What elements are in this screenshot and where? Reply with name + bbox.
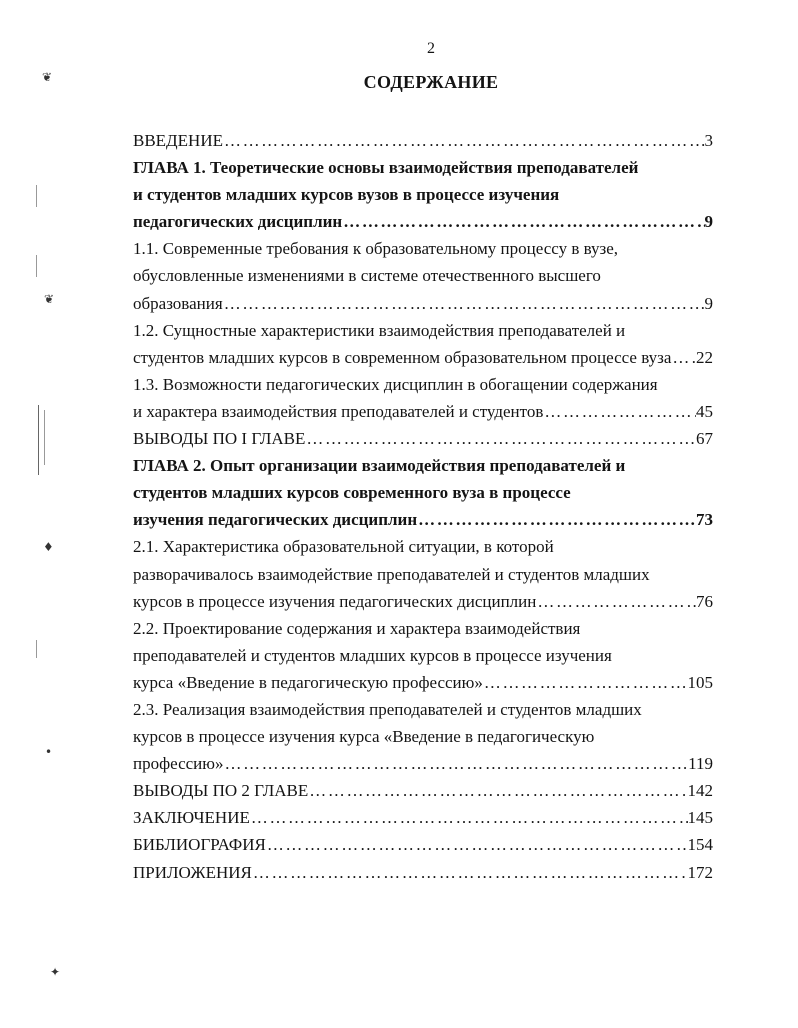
dot-leader [305, 425, 696, 452]
toc-line [133, 425, 713, 452]
toc-line [133, 290, 713, 317]
scan-line [38, 405, 39, 475]
toc-line [133, 479, 713, 506]
toc-line-text: педагогических дисциплин [133, 212, 343, 232]
toc-line-text: 2.1. Характеристика образовательной ситуации, в которой [133, 537, 554, 557]
dot-leader [308, 777, 687, 804]
dot-leader [223, 750, 688, 777]
dot-leader [342, 208, 704, 235]
toc-line [133, 344, 713, 371]
toc-line [133, 777, 713, 804]
toc-page-number: 45 [696, 401, 713, 421]
toc-page-number: 172 [687, 862, 713, 882]
toc-line-text: студентов младших курсов в современном образовательном процессе вуза [133, 347, 672, 367]
toc-line-text: изучения педагогических дисциплин [133, 510, 418, 530]
toc-line [133, 208, 713, 235]
dot-leader [536, 588, 696, 615]
toc-line [133, 588, 713, 615]
dot-leader [483, 669, 688, 696]
toc-line-text: 2.3. Реализация взаимодействия преподавателей и студентов младших [133, 699, 642, 719]
toc-line-text: 1.3. Возможности педагогических дисциплин в обогащении содержания [133, 374, 658, 394]
toc-line [133, 561, 713, 588]
toc-page-number: 9 [704, 293, 713, 313]
toc-line-text: ВЫВОДЫ ПО 2 ГЛАВЕ [133, 781, 309, 801]
dot-leader [223, 290, 705, 317]
toc-page-number: 154 [687, 835, 713, 855]
dot-leader [266, 831, 688, 858]
toc-line [133, 696, 713, 723]
toc-page-number: 3 [704, 131, 713, 150]
toc-page-number: 105 [687, 672, 713, 692]
toc-line [133, 398, 713, 425]
toc-page-number: 145 [687, 808, 713, 828]
toc-line [133, 831, 713, 858]
toc-line [133, 371, 713, 398]
toc-line-text: профессию» [133, 754, 224, 774]
toc-line-text: курсов в процессе изучения педагогических дисциплин [133, 591, 537, 611]
toc-page-number: 73 [696, 510, 713, 530]
toc-page-number: 9 [704, 212, 713, 232]
dot-leader [671, 344, 696, 371]
scan-mark: ♦ [43, 540, 54, 554]
toc-page-number: 142 [687, 781, 713, 801]
toc-page-number: 76 [696, 591, 713, 611]
scan-mark: ❦ [44, 292, 55, 306]
toc-line [133, 154, 713, 181]
toc-line-text: ВЫВОДЫ ПО I ГЛАВЕ [133, 429, 306, 449]
toc-line [133, 452, 713, 479]
scan-line [44, 410, 45, 465]
toc-line-text: и характера взаимодействия преподавателей и студентов [133, 401, 544, 421]
toc-line [133, 181, 713, 208]
toc-line-text: 1.2. Сущностные характеристики взаимодействия преподавателей и [133, 320, 626, 340]
page-title: СОДЕРЖАНИЕ [363, 72, 499, 92]
toc-line [133, 804, 713, 831]
dot-leader [250, 804, 688, 831]
scan-mark: ❦ [42, 70, 53, 84]
toc-line [133, 723, 713, 750]
toc-page-number: 22 [696, 347, 713, 367]
toc-line [133, 669, 713, 696]
dot-leader [543, 398, 696, 425]
page-number: 2 [427, 40, 435, 57]
toc-line [133, 235, 713, 262]
toc-line [133, 317, 713, 344]
toc-line [133, 533, 713, 560]
toc-line-text: ЗАКЛЮЧЕНИЕ [133, 808, 250, 828]
toc-line-text: ПРИЛОЖЕНИЯ [133, 862, 252, 882]
toc-line [133, 506, 713, 533]
toc-line-text: курса «Введение в педагогическую профессию» [133, 672, 483, 692]
scan-line [36, 185, 37, 207]
toc-line-text: обусловленные изменениями в системе отечественного высшего [133, 266, 601, 286]
toc-line-text: и студентов младших курсов вузов в процессе изучения [133, 185, 560, 205]
table-of-contents [133, 127, 713, 886]
toc-line-text: ВВЕДЕНИЕ [133, 131, 223, 150]
toc-line-text: ГЛАВА 1. Теоретические основы взаимодействия преподавателей [133, 158, 639, 178]
scan-mark: ✦ [50, 965, 61, 979]
toc-line-text: преподавателей и студентов младших курсов в процессе изучения [133, 645, 612, 665]
toc-line-text: студентов младших курсов современного вуза в процессе [133, 483, 571, 503]
scan-line [36, 640, 37, 658]
dot-leader [417, 506, 696, 533]
scan-mark: • [45, 745, 53, 759]
toc-line [133, 615, 713, 642]
toc-line-text: разворачивалось взаимодействие преподавателей и студентов младших [133, 564, 650, 584]
toc-page-number: 67 [696, 429, 713, 449]
toc-line-text: ГЛАВА 2. Опыт организации взаимодействия преподавателей и [133, 456, 626, 476]
toc-line [133, 127, 713, 154]
dot-leader [252, 859, 688, 886]
toc-line-text: БИБЛИОГРАФИЯ [133, 835, 266, 855]
toc-line-text: образования [133, 293, 223, 313]
toc-line-text: 2.2. Проектирование содержания и характера взаимодействия [133, 618, 581, 638]
toc-line [133, 750, 713, 777]
toc-line-text: 1.1. Современные требования к образовательному процессу в вузе, [133, 239, 619, 259]
toc-line [133, 642, 713, 669]
dot-leader [223, 127, 705, 154]
toc-line [133, 262, 713, 289]
toc-line-text: курсов в процессе изучения курса «Введение в педагогическую [133, 727, 595, 747]
scan-line [36, 255, 37, 277]
toc-line [133, 859, 713, 886]
toc-page-number: 119 [688, 754, 713, 774]
